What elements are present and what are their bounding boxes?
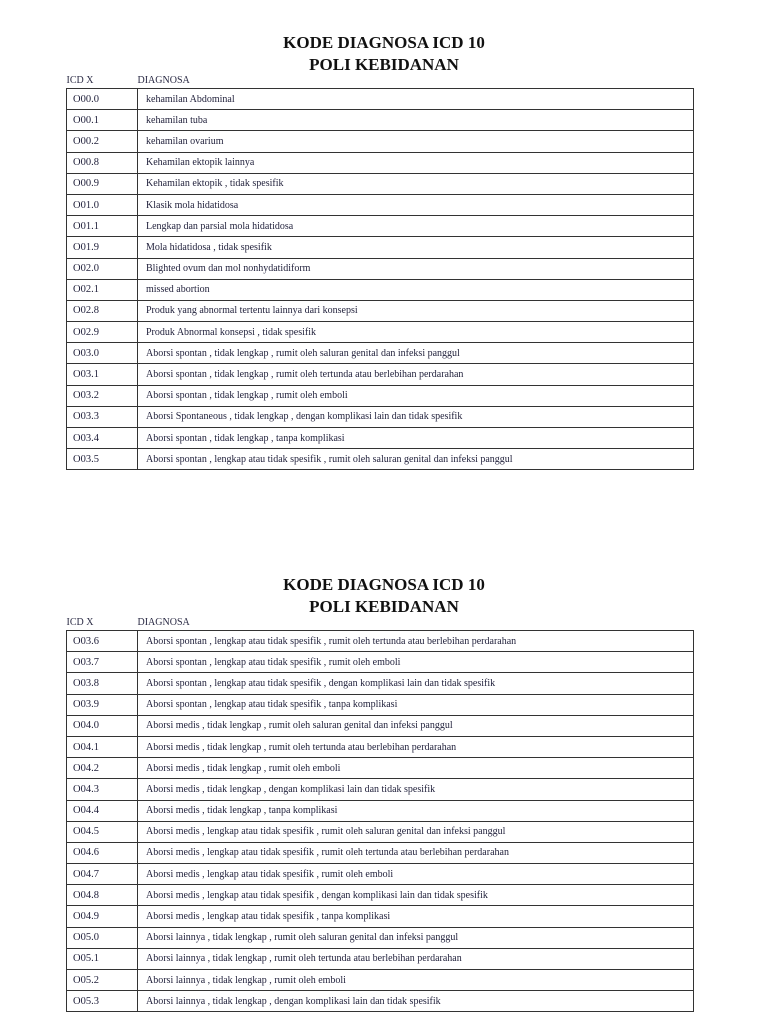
icd-code-cell: O04.3: [67, 779, 138, 800]
column-header-code: ICD X: [67, 75, 138, 89]
title-line-1: KODE DIAGNOSA ICD 10: [283, 33, 485, 52]
icd-code-cell: O01.1: [67, 216, 138, 237]
icd-code-cell: O00.1: [67, 110, 138, 131]
diagnosis-cell: Aborsi medis , tidak lengkap , tanpa komplikasi: [138, 800, 694, 821]
diagnosis-cell: kehamilan Abdominal: [138, 89, 694, 110]
icd-code-cell: O04.6: [67, 842, 138, 863]
diagnosis-cell: kehamilan tuba: [138, 110, 694, 131]
title-line-1: KODE DIAGNOSA ICD 10: [283, 575, 485, 594]
diagnosis-cell: Produk yang abnormal tertentu lainnya dari konsepsi: [138, 300, 694, 321]
column-header-diagnosis: DIAGNOSA: [138, 75, 694, 89]
diagnosis-cell: Aborsi medis , tidak lengkap , rumit oleh emboli: [138, 758, 694, 779]
diagnosis-cell: Aborsi medis , lengkap atau tidak spesifik , tanpa komplikasi: [138, 906, 694, 927]
title-line-2: POLI KEBIDANAN: [309, 597, 459, 616]
icd-code-cell: O04.1: [67, 736, 138, 757]
icd-code-cell: O03.1: [67, 364, 138, 385]
table-row: [67, 89, 694, 110]
table-header-row: [67, 75, 694, 89]
icd-code-cell: O00.9: [67, 173, 138, 194]
icd-code-cell: O03.3: [67, 406, 138, 427]
table-row: [67, 364, 694, 385]
icd-table: [66, 617, 694, 1012]
icd-code-cell: O01.9: [67, 237, 138, 258]
table-row: [67, 194, 694, 215]
diagnosis-cell: Aborsi medis , lengkap atau tidak spesifik , rumit oleh tertunda atau berlebihan perdarahan: [138, 842, 694, 863]
diagnosis-cell: Aborsi medis , tidak lengkap , dengan komplikasi lain dan tidak spesifik: [138, 779, 694, 800]
table-row: [67, 927, 694, 948]
table-row: [67, 864, 694, 885]
diagnosis-cell: kehamilan ovarium: [138, 131, 694, 152]
icd-code-cell: O03.8: [67, 673, 138, 694]
diagnosis-cell: Aborsi medis , tidak lengkap , rumit oleh saluran genital dan infeksi panggul: [138, 715, 694, 736]
table-row: [67, 673, 694, 694]
icd-code-cell: O03.4: [67, 428, 138, 449]
diagnosis-cell: Mola hidatidosa , tidak spesifik: [138, 237, 694, 258]
diagnosis-cell: Aborsi lainnya , tidak lengkap , rumit oleh tertunda atau berlebihan perdarahan: [138, 948, 694, 969]
table-body: [67, 89, 694, 470]
diagnosis-cell: Aborsi spontan , lengkap atau tidak spesifik , rumit oleh tertunda atau berlebihan perdarahan: [138, 631, 694, 652]
section-title: [0, 32, 768, 75]
diagnosis-cell: Klasik mola hidatidosa: [138, 194, 694, 215]
table-row: [67, 131, 694, 152]
diagnosis-cell: Aborsi medis , tidak lengkap , rumit oleh tertunda atau berlebihan perdarahan: [138, 736, 694, 757]
diagnosis-cell: Aborsi spontan , tidak lengkap , rumit oleh tertunda atau berlebihan perdarahan: [138, 364, 694, 385]
icd-code-cell: O04.0: [67, 715, 138, 736]
icd-code-cell: O01.0: [67, 194, 138, 215]
icd-code-cell: O02.8: [67, 300, 138, 321]
icd-code-cell: O04.5: [67, 821, 138, 842]
icd-code-cell: O04.7: [67, 864, 138, 885]
diagnosis-cell: Aborsi lainnya , tidak lengkap , dengan komplikasi lain dan tidak spesifik: [138, 991, 694, 1012]
table-row: [67, 152, 694, 173]
icd-code-cell: O04.9: [67, 906, 138, 927]
icd-code-cell: O05.1: [67, 948, 138, 969]
icd-code-cell: O02.9: [67, 322, 138, 343]
diagnosis-cell: Aborsi spontan , lengkap atau tidak spesifik , tanpa komplikasi: [138, 694, 694, 715]
table-row: [67, 406, 694, 427]
column-header-diagnosis: DIAGNOSA: [138, 617, 694, 631]
table-row: [67, 258, 694, 279]
icd-code-cell: O04.2: [67, 758, 138, 779]
table-row: [67, 428, 694, 449]
section-title: [0, 574, 768, 617]
table-row: [67, 216, 694, 237]
table-row: [67, 885, 694, 906]
diagnosis-cell: Aborsi spontan , tidak lengkap , rumit oleh emboli: [138, 385, 694, 406]
diagnosis-cell: Kehamilan ektopik , tidak spesifik: [138, 173, 694, 194]
table-row: [67, 991, 694, 1012]
table-row: [67, 300, 694, 321]
table-row: [67, 970, 694, 991]
diagnosis-cell: Aborsi lainnya , tidak lengkap , rumit oleh emboli: [138, 970, 694, 991]
icd-code-cell: O02.0: [67, 258, 138, 279]
table-row: [67, 736, 694, 757]
table-row: [67, 906, 694, 927]
section-1: [0, 32, 768, 465]
table-row: [67, 173, 694, 194]
diagnosis-cell: Aborsi spontan , lengkap atau tidak spesifik , rumit oleh saluran genital dan infeksi panggul: [138, 449, 694, 470]
icd-code-cell: O00.8: [67, 152, 138, 173]
table-row: [67, 800, 694, 821]
diagnosis-cell: Aborsi spontan , lengkap atau tidak spesifik , dengan komplikasi lain dan tidak spesifik: [138, 673, 694, 694]
title-line-2: POLI KEBIDANAN: [309, 55, 459, 74]
diagnosis-cell: Aborsi medis , lengkap atau tidak spesifik , rumit oleh emboli: [138, 864, 694, 885]
icd-code-cell: O05.2: [67, 970, 138, 991]
table-row: [67, 694, 694, 715]
icd-code-cell: O03.6: [67, 631, 138, 652]
diagnosis-cell: Aborsi medis , lengkap atau tidak spesifik , rumit oleh saluran genital dan infeksi panggul: [138, 821, 694, 842]
table-row: [67, 821, 694, 842]
table-row: [67, 322, 694, 343]
section-2: [0, 574, 768, 1007]
icd-code-cell: O04.8: [67, 885, 138, 906]
icd-code-cell: O03.9: [67, 694, 138, 715]
table-row: [67, 279, 694, 300]
icd-code-cell: O03.2: [67, 385, 138, 406]
icd-code-cell: O03.5: [67, 449, 138, 470]
table-body: [67, 631, 694, 1012]
table-row: [67, 237, 694, 258]
icd-code-cell: O03.0: [67, 343, 138, 364]
diagnosis-cell: Blighted ovum dan mol nonhydatidiform: [138, 258, 694, 279]
table-row: [67, 758, 694, 779]
table-row: [67, 110, 694, 131]
icd-code-cell: O02.1: [67, 279, 138, 300]
table-row: [67, 779, 694, 800]
table-row: [67, 652, 694, 673]
icd-code-cell: O00.2: [67, 131, 138, 152]
diagnosis-cell: Kehamilan ektopik lainnya: [138, 152, 694, 173]
table-row: [67, 842, 694, 863]
table-row: [67, 631, 694, 652]
icd-code-cell: O04.4: [67, 800, 138, 821]
diagnosis-cell: Aborsi spontan , tidak lengkap , tanpa komplikasi: [138, 428, 694, 449]
diagnosis-cell: Aborsi Spontaneous , tidak lengkap , dengan komplikasi lain dan tidak spesifik: [138, 406, 694, 427]
icd-code-cell: O05.3: [67, 991, 138, 1012]
diagnosis-cell: Aborsi medis , lengkap atau tidak spesifik , dengan komplikasi lain dan tidak spesifik: [138, 885, 694, 906]
icd-code-cell: O00.0: [67, 89, 138, 110]
table-header-row: [67, 617, 694, 631]
table-row: [67, 385, 694, 406]
diagnosis-cell: Aborsi spontan , lengkap atau tidak spesifik , rumit oleh emboli: [138, 652, 694, 673]
table-row: [67, 715, 694, 736]
diagnosis-cell: Aborsi lainnya , tidak lengkap , rumit oleh saluran genital dan infeksi panggul: [138, 927, 694, 948]
table-row: [67, 948, 694, 969]
icd-code-cell: O05.0: [67, 927, 138, 948]
diagnosis-cell: Lengkap dan parsial mola hidatidosa: [138, 216, 694, 237]
table-row: [67, 343, 694, 364]
table-row: [67, 449, 694, 470]
icd-table: [66, 75, 694, 470]
icd-code-cell: O03.7: [67, 652, 138, 673]
diagnosis-cell: Produk Abnormal konsepsi , tidak spesifik: [138, 322, 694, 343]
diagnosis-cell: Aborsi spontan , tidak lengkap , rumit oleh saluran genital dan infeksi panggul: [138, 343, 694, 364]
diagnosis-cell: missed abortion: [138, 279, 694, 300]
column-header-code: ICD X: [67, 617, 138, 631]
